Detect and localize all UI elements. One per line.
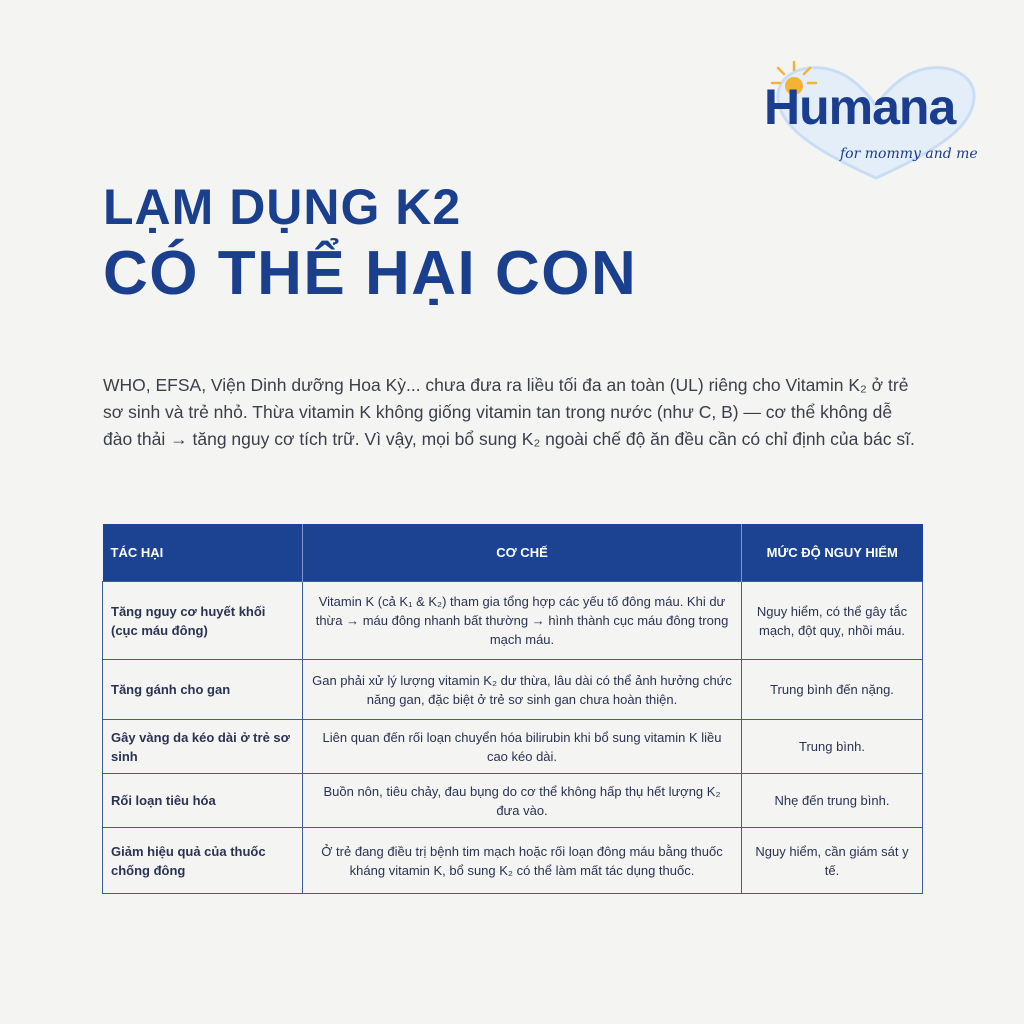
brand-tagline: for mommy and me xyxy=(840,146,978,162)
cell-harm: Rối loạn tiêu hóa xyxy=(103,774,303,828)
cell-harm: Tăng nguy cơ huyết khối (cục máu đông) xyxy=(103,582,303,660)
brand-logo xyxy=(756,56,996,186)
table-row xyxy=(103,828,923,894)
intro-paragraph: WHO, EFSA, Viện Dinh dưỡng Hoa Kỳ... chưa đưa ra liều tối đa an toàn (UL) riêng cho Vitamin K₂ ở trẻ sơ sinh và trẻ nhỏ. Thừa vitamin K không giống vitamin tan trong nước (như C, B) — cơ thể không dễ đào thải → tăng nguy cơ tích trữ. Vì vậy, mọi bổ sung K₂ ngoài chế độ ăn đều cần có chỉ định của bác sĩ. xyxy=(103,375,915,449)
cell-harm: Tăng gánh cho gan xyxy=(103,660,303,720)
table-header-row xyxy=(103,524,923,582)
cell-severity: Nguy hiểm, có thể gây tắc mạch, đột quỵ, nhồi máu. xyxy=(742,582,923,660)
cell-mechanism: Buồn nôn, tiêu chảy, đau bụng do cơ thể không hấp thụ hết lượng K₂ đưa vào. xyxy=(303,774,742,828)
cell-severity: Trung bình. xyxy=(742,720,923,774)
header-severity: MỨC ĐỘ NGUY HIỂM xyxy=(742,524,923,582)
harms-table xyxy=(102,524,923,894)
cell-harm: Gây vàng da kéo dài ở trẻ sơ sinh xyxy=(103,720,303,774)
brand-name: Humana xyxy=(764,79,956,135)
cell-mechanism: Liên quan đến rối loạn chuyển hóa bilirubin khi bổ sung vitamin K liều cao kéo dài. xyxy=(303,720,742,774)
table-row xyxy=(103,660,923,720)
cell-severity: Nguy hiểm, cần giám sát y tế. xyxy=(742,828,923,894)
table-row xyxy=(103,720,923,774)
page-title-line1: LẠM DỤNG K2 xyxy=(103,179,462,235)
cell-mechanism: Vitamin K (cả K₁ & K₂) tham gia tổng hợp các yếu tố đông máu. Khi dư thừa → máu đông nhanh bất thường → hình thành cục máu đông trong mạch máu. xyxy=(303,582,742,660)
cell-mechanism: Gan phải xử lý lượng vitamin K₂ dư thừa, lâu dài có thể ảnh hưởng chức năng gan, đặc biệt ở trẻ sơ sinh gan chưa hoàn thiện. xyxy=(303,660,742,720)
page-title-line2: CÓ THỂ HẠI CON xyxy=(103,239,638,308)
header-harm: TÁC HẠI xyxy=(103,524,303,582)
cell-severity: Trung bình đến nặng. xyxy=(742,660,923,720)
cell-harm: Giảm hiệu quả của thuốc chống đông xyxy=(103,828,303,894)
cell-mechanism: Ở trẻ đang điều trị bệnh tim mạch hoặc rối loạn đông máu bằng thuốc kháng vitamin K, bổ sung K₂ có thể làm mất tác dụng thuốc. xyxy=(303,828,742,894)
cell-severity: Nhẹ đến trung bình. xyxy=(742,774,923,828)
table-row xyxy=(103,774,923,828)
header-mechanism: CƠ CHẾ xyxy=(303,524,742,582)
table-row xyxy=(103,582,923,660)
page-title xyxy=(103,176,637,310)
